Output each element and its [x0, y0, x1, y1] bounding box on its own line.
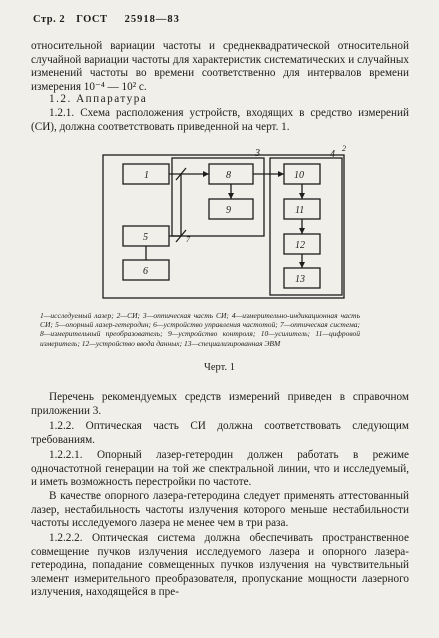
paragraph-1-2-2: 1.2.2. Оптическая часть СИ должна соответствовать следующим требованиям. [31, 420, 409, 446]
paragraph-list: Перечень рекомендуемых средств измерений приведен в справочном приложении 3. [31, 391, 409, 417]
label-11: 11 [295, 205, 305, 216]
paragraph-continuation: относительной вариации частоты и среднеквадратической относительной случайной вариации частоты для характеристик систематических и случайных изменений частоты во времени соответственно для интервалов времени измерения 10⁻⁴ — 10² с. [31, 40, 409, 93]
boundary-optical [172, 158, 264, 236]
boundary-measuring [270, 158, 342, 295]
paragraph-reference: В качестве опорного лазера-гетеродина следует применять аттестованный лазер, нестабильность частоты излучения которого меньше нестабильности частоты исследуемого лазера не менее чем в три раза. [31, 490, 409, 530]
section-heading-1-2: 1.2. Аппаратура [49, 93, 148, 105]
block-8 [209, 164, 253, 184]
label-1: 1 [144, 170, 149, 181]
label-10: 10 [294, 170, 304, 181]
page-header [33, 14, 180, 25]
figure-caption: 1—исследуемый лазер; 2—СИ; 3—оптическая часть СИ; 4—измерительно-индикационная часть СИ; 5—опорный лазер-гетеродин; 6—устройство управления частотой; 7—оптическая система; 8—измерительный преобразователь; 9—устройство контроля; 10—усилитель; 11—цифровой измеритель; 12—устройство ввода данных; 13—специализированная ЭВМ [40, 311, 360, 348]
label-8: 8 [226, 170, 231, 181]
paragraph-1-2-2-1: 1.2.2.1. Опорный лазер-гетеродин должен работать в режиме одночастотной генерации на той же спектральной линии, что и исследуемый, и иметь возможность перестройки по частоте. [31, 449, 409, 489]
label-5: 5 [143, 232, 148, 243]
figure-title: Черт. 1 [204, 362, 235, 373]
standard-number: 25918—83 [124, 14, 180, 25]
label-9: 9 [226, 205, 231, 216]
label-4: 4 [330, 149, 335, 160]
gost-label: ГОСТ [76, 14, 108, 25]
block-9 [209, 199, 253, 219]
label-13: 13 [295, 274, 305, 285]
block-diagram [0, 138, 439, 318]
page-number: Стр. 2 [33, 14, 66, 25]
paragraph-1-2-2-2: 1.2.2.2. Оптическая система должна обеспечивать пространственное совмещение пучков излучения исследуемого лазера и опорного лазера-гетеродина, попадание совмещенных пучков излучения на чувствительный элемент измерительного преобразователя, пропускание мощности лазерного излучения, находящейся в пре- [31, 532, 409, 599]
label-2: 2 [342, 144, 346, 153]
label-12: 12 [295, 240, 305, 251]
paragraph-1-2-1: 1.2.1. Схема расположения устройств, входящих в средство измерений (СИ), должна соответствовать приведенной на черт. 1. [31, 107, 409, 133]
label-3: 3 [255, 148, 260, 159]
label-6: 6 [143, 266, 148, 277]
label-7: 7 [186, 235, 190, 244]
